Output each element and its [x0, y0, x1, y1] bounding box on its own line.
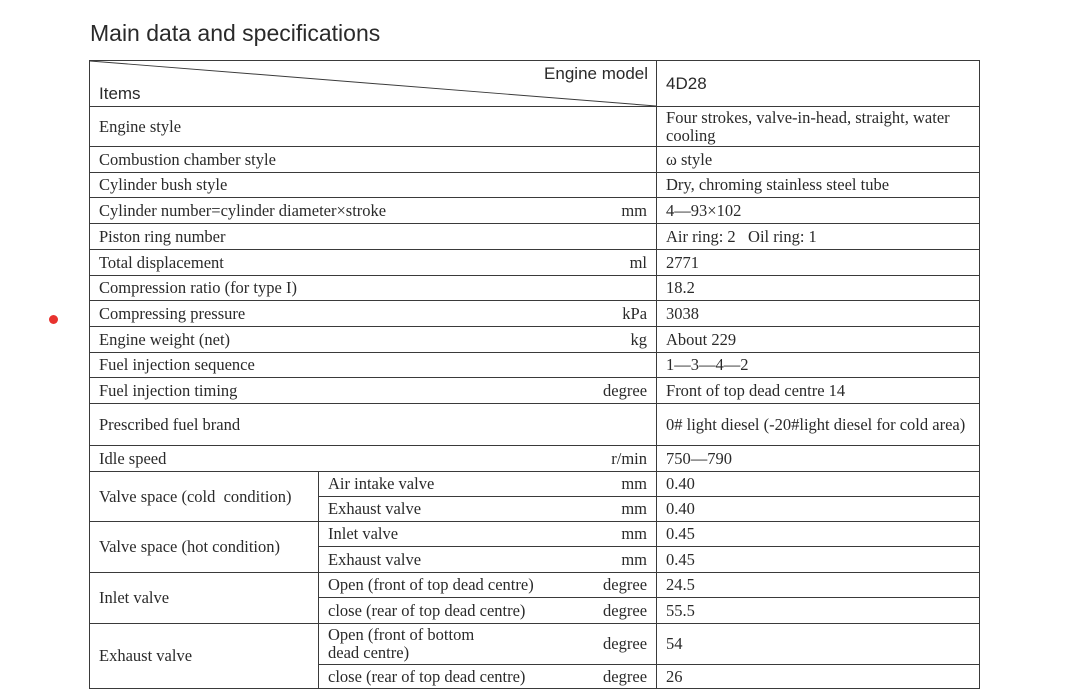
table-row: [90, 250, 980, 276]
row-unit: mm: [567, 198, 657, 224]
row-value: ω style: [657, 147, 980, 173]
table-row: [90, 198, 980, 224]
table-row: [90, 353, 980, 378]
row-item: Prescribed fuel brand: [90, 404, 657, 446]
row-value: 0# light diesel (-20#light diesel for cold area): [657, 404, 980, 446]
row-unit: degree: [567, 573, 657, 598]
row-item: Cylinder bush style: [90, 173, 657, 198]
table-row: [90, 173, 980, 198]
row-value: 0.45: [657, 547, 980, 573]
table-row: [90, 107, 980, 147]
table-row: [90, 378, 980, 404]
table-row: [90, 404, 980, 446]
row-item: Combustion chamber style: [90, 147, 657, 173]
table-row: [90, 327, 980, 353]
row-unit: degree: [567, 378, 657, 404]
row-value: Air ring: 2 Oil ring: 1: [657, 224, 980, 250]
row-value: 4—93×102: [657, 198, 980, 224]
row-value: 55.5: [657, 598, 980, 624]
sub-item: Air intake valve: [319, 472, 567, 497]
row-unit: degree: [567, 624, 657, 665]
row-value: 750—790: [657, 446, 980, 472]
row-value: 54: [657, 624, 980, 665]
row-item: Idle speed: [90, 446, 567, 472]
row-unit: mm: [567, 497, 657, 522]
row-value: 0.40: [657, 497, 980, 522]
sub-item: Exhaust valve: [319, 547, 567, 573]
header-row: [90, 61, 980, 107]
row-value: Front of top dead centre 14: [657, 378, 980, 404]
group-label: Valve space (hot condition): [90, 522, 319, 573]
row-value: 3038: [657, 301, 980, 327]
sub-item: Open (front of top dead centre): [319, 573, 567, 598]
row-value: 0.40: [657, 472, 980, 497]
row-item: Cylinder number=cylinder diameter×stroke: [90, 198, 567, 224]
table-row: [90, 224, 980, 250]
specifications-table: [89, 60, 980, 689]
row-value: Dry, chroming stainless steel tube: [657, 173, 980, 198]
row-unit: r/min: [567, 446, 657, 472]
table-row: [90, 276, 980, 301]
row-value: Four strokes, valve-in-head, straight, water cooling: [657, 107, 980, 147]
table-row: [90, 147, 980, 173]
header-diagonal-cell: [90, 61, 657, 107]
items-label: Items: [99, 84, 141, 103]
sub-item: Open (front of bottom dead centre): [319, 624, 567, 665]
row-unit: degree: [567, 598, 657, 624]
row-item: Engine weight (net): [90, 327, 567, 353]
row-value: 0.45: [657, 522, 980, 547]
row-unit: mm: [567, 472, 657, 497]
row-unit: ml: [567, 250, 657, 276]
row-value: 26: [657, 665, 980, 689]
table-row: [90, 301, 980, 327]
row-value: 1—3—4—2: [657, 353, 980, 378]
row-value: 2771: [657, 250, 980, 276]
row-item: Fuel injection sequence: [90, 353, 657, 378]
row-item: Total displacement: [90, 250, 567, 276]
table-row: [90, 446, 980, 472]
engine-model-value: 4D28: [657, 61, 980, 107]
sub-item: Inlet valve: [319, 522, 567, 547]
row-item: Compression ratio (for type I): [90, 276, 657, 301]
group-label: Valve space (cold condition): [90, 472, 319, 522]
row-unit: kg: [567, 327, 657, 353]
sub-item: close (rear of top dead centre): [319, 598, 567, 624]
row-unit: degree: [567, 665, 657, 689]
group-label: Exhaust valve: [90, 624, 319, 689]
row-value: About 229: [657, 327, 980, 353]
page-title: Main data and specifications: [90, 20, 381, 46]
row-unit: mm: [567, 522, 657, 547]
sub-item: Exhaust valve: [319, 497, 567, 522]
row-unit: mm: [567, 547, 657, 573]
sub-item: close (rear of top dead centre): [319, 665, 567, 689]
table-row: [90, 624, 980, 665]
table-row: [90, 522, 980, 547]
row-value: 24.5: [657, 573, 980, 598]
row-value: 18.2: [657, 276, 980, 301]
group-label: Inlet valve: [90, 573, 319, 624]
table-row: [90, 472, 980, 497]
row-item: Fuel injection timing: [90, 378, 567, 404]
row-item: Piston ring number: [90, 224, 657, 250]
engine-model-label: Engine model: [544, 64, 649, 83]
row-item: Compressing pressure: [90, 301, 567, 327]
row-item: Engine style: [90, 107, 657, 147]
red-marker-dot: [49, 315, 58, 324]
table-row: [90, 573, 980, 598]
row-unit: kPa: [567, 301, 657, 327]
